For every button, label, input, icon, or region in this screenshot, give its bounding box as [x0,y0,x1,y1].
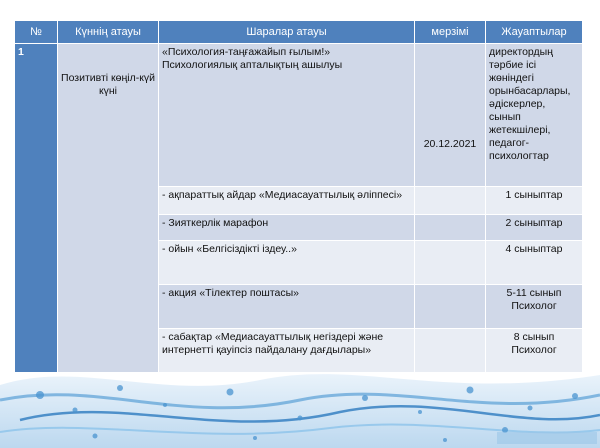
responsible-cell [486,285,583,329]
day-name: Позитивті көңіл-күй күні [58,44,159,373]
responsible-cell: директордың тәрбие ісі жөніндегі орынбасарлары, әдіскерлер, сынып жетекшілері, педагог-психологтар [486,44,583,187]
date-cell-empty [415,285,486,329]
responsible-cell: 4 сыныптар [486,241,583,285]
table-header-row [15,21,583,44]
event-cell: - акция «Тілектер поштасы» [159,285,415,329]
responsible-line: Психолог [511,344,557,356]
date-cell-empty [415,187,486,215]
responsible-line: 5-11 сынып [506,287,562,299]
event-date: 20.12.2021 [415,44,486,187]
responsible-cell [486,329,583,373]
event-cell: - ақпараттық айдар «Медиасауаттылық әліппесі» [159,187,415,215]
table-row [15,44,583,187]
header-number: № [15,21,58,44]
responsible-line: 8 сынып [513,331,555,343]
date-cell-empty [415,215,486,241]
date-cell-empty [415,241,486,285]
header-date: мерзімі [415,21,486,44]
event-subtitle: Психологиялық апталықтың ашылуы [162,59,343,71]
event-title: «Психология-таңғажайып ғылым!» [162,46,331,58]
header-responsible: Жауаптылар [486,21,583,44]
header-events: Шаралар атауы [159,21,415,44]
responsible-cell: 1 сыныптар [486,187,583,215]
event-cell [159,44,415,187]
date-cell-empty [415,329,486,373]
event-cell: - сабақтар «Медиасауаттылық негіздері және интернетті қауіпсіз пайдалану дағдылары» [159,329,415,373]
responsible-cell: 2 сыныптар [486,215,583,241]
responsible-line: Психолог [511,300,557,312]
event-cell: - ойын «Белгісіздікті іздеу..» [159,241,415,285]
event-cell: - Зияткерлік марафон [159,215,415,241]
row-number: 1 [15,44,58,373]
events-table [14,20,583,373]
header-day-name: Күннің атауы [58,21,159,44]
